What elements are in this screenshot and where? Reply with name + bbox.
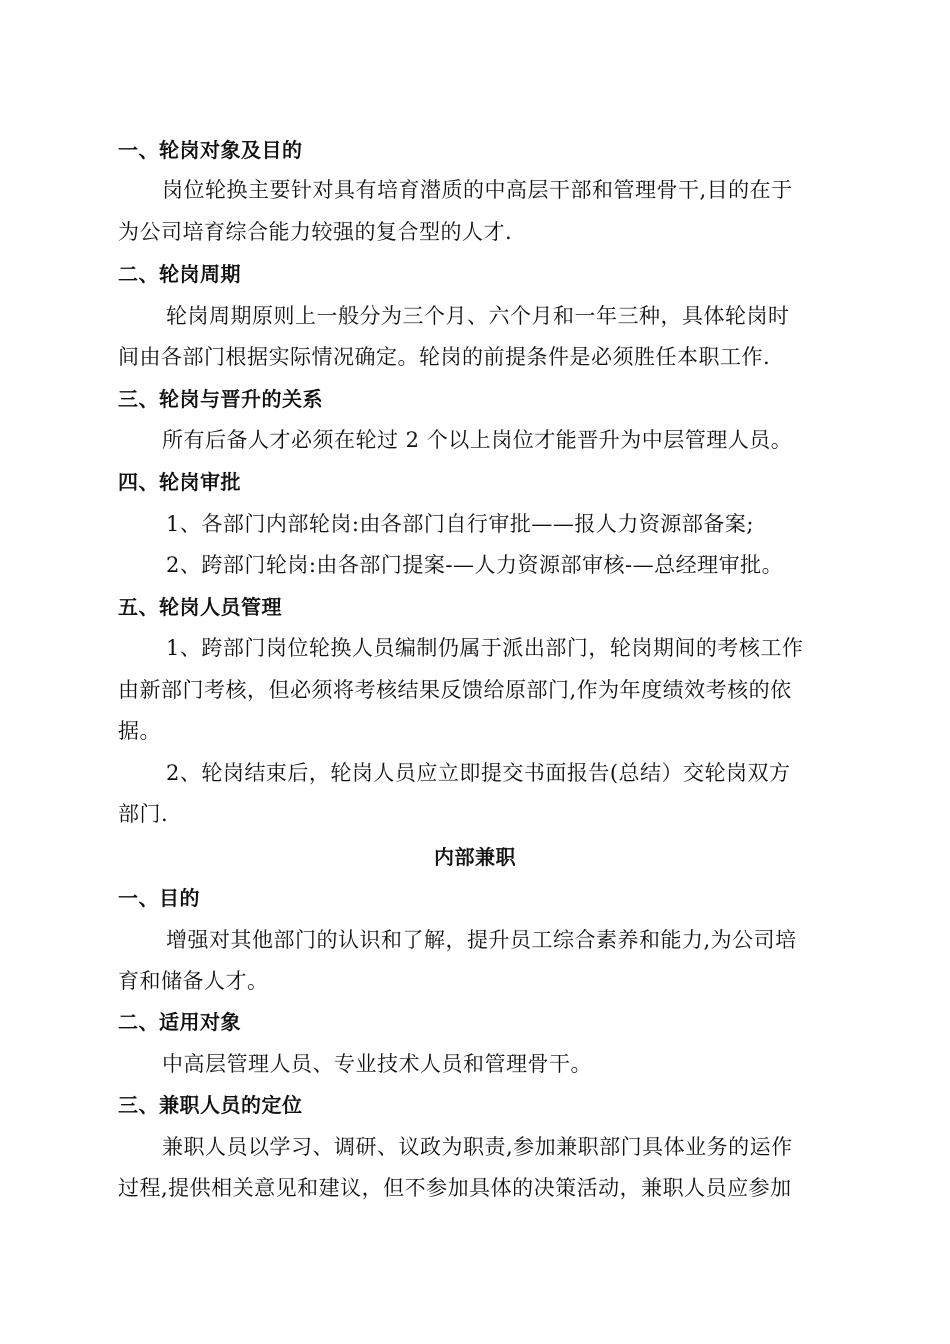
section-heading: 二、轮岗周期: [118, 262, 241, 286]
paragraph-line: 过程,提供相关意见和建议，但不参加具体的决策活动，兼职人员应参加: [118, 1176, 792, 1200]
paragraph-line: 兼职人员以学习、调研、议政为职责,参加兼职部门具体业务的运作: [162, 1135, 793, 1159]
section-heading: 五、轮岗人员管理: [118, 595, 282, 619]
list-item: 2、跨部门轮岗:由各部门提案-—人力资源部审核-—总经理审批。: [166, 553, 784, 577]
paragraph-line: 中高层管理人员、专业技术人员和管理骨干。: [162, 1052, 592, 1076]
section-heading: 一、目的: [118, 886, 200, 910]
paragraph-line: 岗位轮换主要针对具有培育潜质的中高层干部和管理骨干,目的在于: [162, 178, 793, 202]
section-heading: 三、轮岗与晋升的关系: [118, 387, 323, 411]
section-heading: 一、轮岗对象及目的: [118, 138, 303, 162]
paragraph-line: 间由各部门根据实际情况确定。轮岗的前提条件是必须胜任本职工作.: [118, 345, 771, 369]
section-title: 内部兼职: [434, 845, 516, 869]
paragraph-line: 所有后备人才必须在轮过 2 个以上岗位才能晋升为中层管理人员。: [162, 428, 793, 452]
paragraph-line: 轮岗周期原则上一般分为三个月、六个月和一年三种，具体轮岗时: [166, 304, 790, 328]
section-heading: 三、兼职人员的定位: [118, 1093, 303, 1117]
section-heading: 四、轮岗审批: [118, 470, 241, 494]
paragraph-line: 为公司培育综合能力较强的复合型的人才.: [118, 220, 513, 244]
list-item: 1、各部门内部轮岗:由各部门自行审批——报人力资源部备案;: [166, 512, 755, 536]
paragraph-line: 由新部门考核，但必须将考核结果反馈给原部门,作为年度绩效考核的依: [118, 678, 792, 702]
paragraph-line: 增强对其他部门的认识和了解，提升员工综合素养和能力,为公司培: [166, 928, 797, 952]
paragraph-line: 2、轮岗结束后，轮岗人员应立即提交书面报告(总结）交轮岗双方: [166, 761, 791, 785]
section-heading: 二、适用对象: [118, 1010, 241, 1034]
paragraph-line: 据。: [118, 719, 161, 743]
paragraph-line: 育和储备人才。: [118, 969, 269, 993]
paragraph-line: 1、跨部门岗位轮换人员编制仍属于派出部门，轮岗期间的考核工作: [166, 636, 804, 660]
paragraph-line: 部门.: [118, 802, 169, 826]
